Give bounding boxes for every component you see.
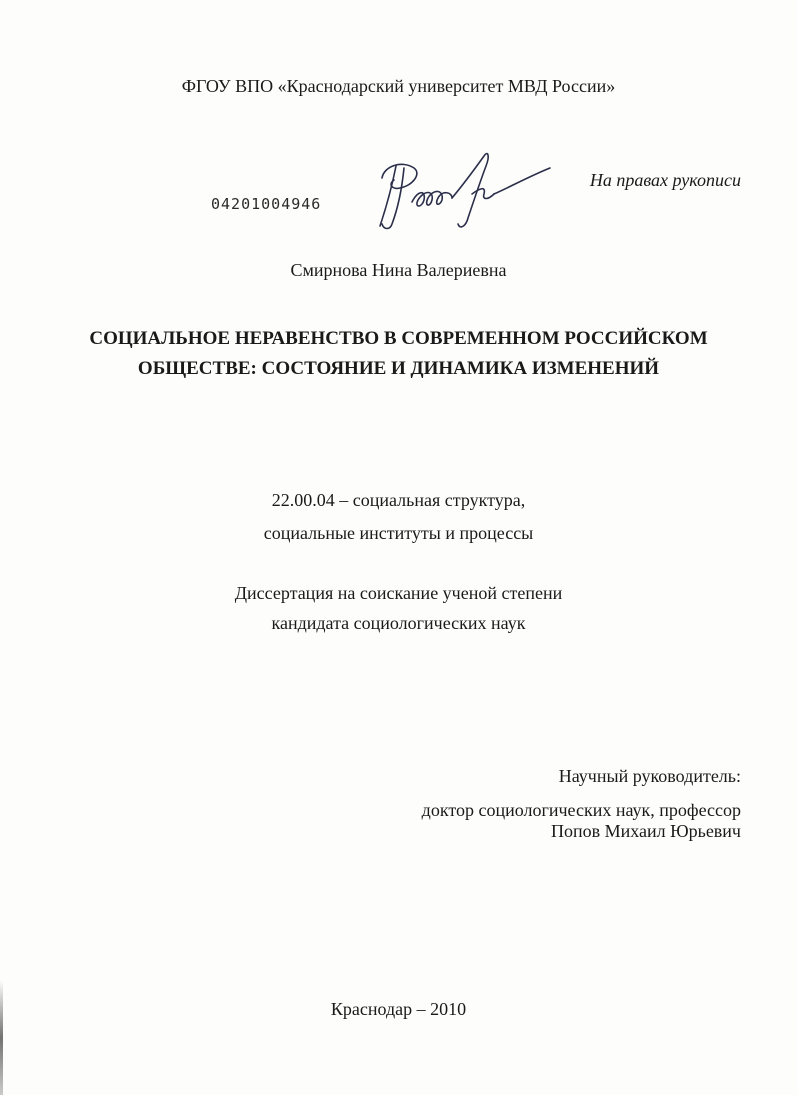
author-name: Смирнова Нина Валериевна (290, 260, 507, 280)
institution-name: ФГОУ ВПО «Краснодарский университет МВД России» (181, 76, 616, 96)
degree-statement (0, 578, 797, 638)
specialty-line: 22.00.04 – социальная структура, (271, 490, 526, 510)
manuscript-note: На правах рукописи (589, 170, 741, 190)
specialty-code (0, 484, 797, 550)
signature-icon (362, 146, 558, 242)
title-line: ОБЩЕСТВЕ: СОСТОЯНИЕ И ДИНАМИКА ИЗМЕНЕНИЙ (137, 358, 660, 379)
place-and-year: Краснодар – 2010 (330, 999, 467, 1019)
advisor-name: Попов Михаил Юрьевич (550, 821, 741, 841)
archive-number: 04201004946 (211, 195, 322, 213)
dissertation-title (0, 324, 797, 384)
degree-line: Диссертация на соискание ученой степени (234, 583, 563, 603)
scan-edge-shadow (0, 980, 3, 1095)
advisor-label: Научный руководитель: (558, 766, 741, 786)
degree-line: кандидата социологических наук (271, 613, 526, 633)
title-line: СОЦИАЛЬНОЕ НЕРАВЕНСТВО В СОВРЕМЕННОМ РОССИЙСКОМ (89, 328, 708, 349)
specialty-line: социальные институты и процессы (263, 523, 534, 543)
advisor-credentials: доктор социологических наук, профессор (421, 800, 741, 820)
